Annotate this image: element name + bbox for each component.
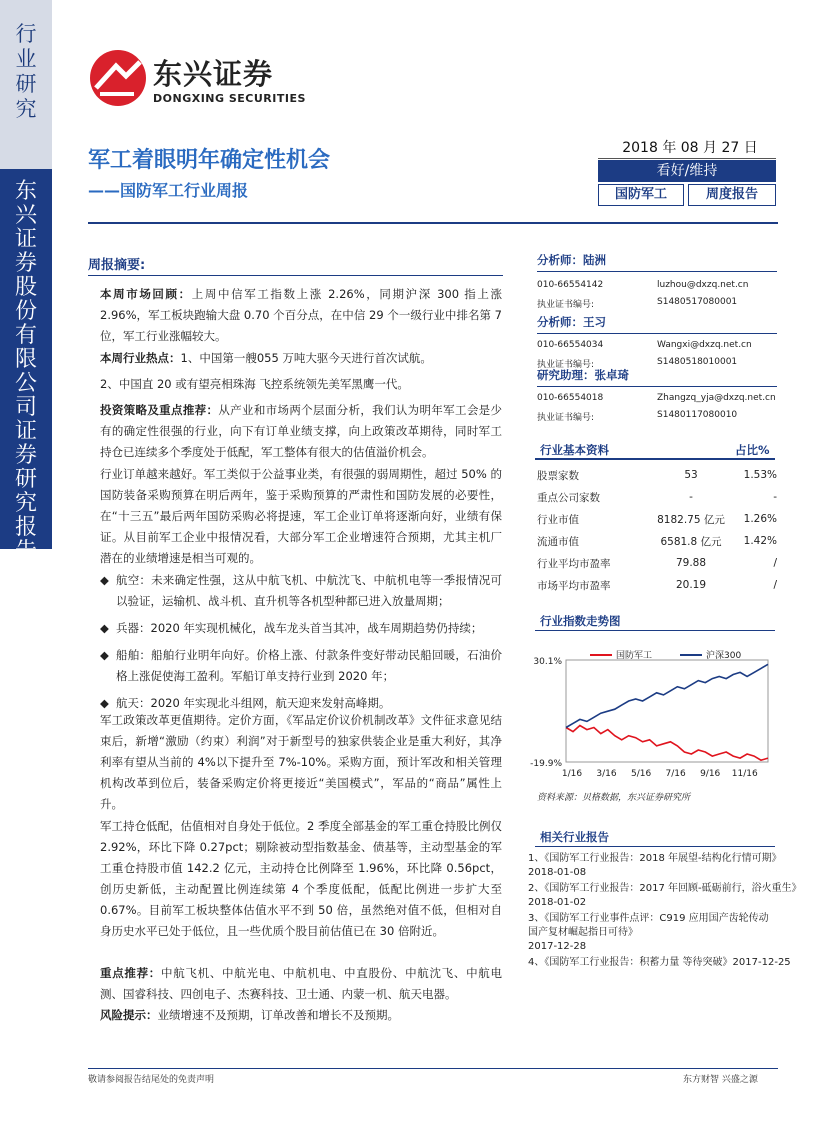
report-date: 2018 年 08 月 27 日 <box>622 140 758 156</box>
bullet-item: ◆ 航空：未来确定性强，这从中航飞机、中航沈飞、中航机电等一季报情况可以验证，运输机、战斗机、直升机等各机型种都已进入放量周期； <box>100 570 502 612</box>
related-report-date: 2017-12-28 <box>528 941 587 952</box>
table-row: 重点公司家数 - - <box>537 491 777 504</box>
related-reports-rule <box>535 846 775 847</box>
related-report-title[interactable]: 1、《国防军工行业报告：2018 年展望-结构化行情可期》 <box>528 853 782 864</box>
analyst-role: 分析师： <box>537 253 583 267</box>
chart-heading: 行业指数走势图 <box>540 614 621 628</box>
report-type-tag: 周度报告 <box>688 184 776 206</box>
rating-badge: 看好/维持 <box>598 160 776 182</box>
risk-text: 业绩增速不及预期，订单改善和增长不及预期。 <box>157 1008 399 1022</box>
x-tick-label: 5/16 <box>630 769 652 779</box>
related-report-title[interactable]: 4、《国防军工行业报告：积蓄力量 等待突破》 <box>528 957 733 968</box>
series-line-1 <box>566 664 768 727</box>
market-review-label: 本周市场回顾： <box>100 287 192 301</box>
table-row: 行业市值 8182.75 亿元 1.26% <box>537 513 777 526</box>
recommend-label: 重点推荐： <box>100 966 162 980</box>
hotspot-label: 本周行业热点： <box>100 351 181 365</box>
recommend-paragraph <box>100 963 502 1005</box>
logo-english: DONGXING SECURITIES <box>153 92 306 105</box>
legend-label: 沪深300 <box>706 651 742 661</box>
analyst-name: 张卓琦 <box>594 368 629 382</box>
recommend-text: 中航飞机、中航光电、中航机电、中直股份、中航沈飞、中航电测、国睿科技、四创电子、杰赛科技、卫士通、内蒙一机、航天电器。 <box>100 966 502 1001</box>
orders-paragraph: 行业订单越来越好。军工类似于公益事业类，有很强的弱周期性，超过 50% 的国防装备采购预算在明后两年，鉴于采购预算的严肃性和国防发展的必要性，在“十三五”最后两年国防采购必将提速，军工企业订单将逐渐向好，业绩有保证。从目前军工企业中报情况看，大部分军工企业增速符合预期，尤其主机厂潜在的业绩增速是相当可观的。 <box>100 467 502 565</box>
analyst-card <box>537 314 777 370</box>
bullet-item: ◆ 兵器：2020 年实现机械化，战车龙头首当其冲，战车周期趋势仍持续； <box>100 618 502 639</box>
related-report-title[interactable]: 3、《国防军工行业事件点评：C919 应用国产齿轮传动 国产复材崛起指日可待》 <box>528 913 769 938</box>
analyst-email: luzhou@dxzq.net.cn <box>657 280 749 290</box>
footer-slogan: 东方财智 兴盛之源 <box>683 1075 758 1085</box>
related-report-item[interactable] <box>528 912 776 954</box>
bullet-text: 航空：未来确定性强，这从中航飞机、中航沈飞、中航机电等一季报情况可以验证，运输机、战斗机、直升机等各机型种都已进入放量周期； <box>116 573 502 608</box>
related-reports-list <box>528 852 802 972</box>
analyst-cert: S1480517080001 <box>657 297 738 307</box>
strategy-text: 从产业和市场两个层面分析，我们认为明年军工会是少有的确定性很强的行业，向下有订单业绩支撑，向上政策改革期待，同时军工持仓已连续多个季度处于低配，军工整体有很大的估值溢价机会。 <box>100 403 503 459</box>
policy-paragraph: 军工政策改革更值期待。定价方面，《军品定价议价机制改革》文件征求意见结束后，新增“激励（约束）利润”对于新型号的独家供装企业是重大利好，其净利率有望从当前的 4%以下提升至 7%-10%。采购方面，预计军改和相关管理机构改革到位后，装备采购定价将更接近“美国模式”，军品的“商品”属性上升。 <box>100 713 502 811</box>
x-tick-label: 11/16 <box>731 769 758 779</box>
legend-label: 国防军工 <box>616 651 653 661</box>
related-reports-heading: 相关行业报告 <box>540 830 609 844</box>
related-report-item[interactable] <box>528 956 791 970</box>
industry-table-rule <box>535 458 775 460</box>
bullet-item: ◆ 航天：2020 年实现北斗组网，航天迎来发射高峰期。 <box>100 693 502 714</box>
table-row: 股票家数 53 1.53% <box>537 469 777 482</box>
bullet-text: 航天：2020 年实现北斗组网，航天迎来发射高峰期。 <box>116 696 391 710</box>
summary-heading: 周报摘要: <box>88 258 146 273</box>
analyst-phone: 010-66554142 <box>537 280 604 290</box>
industry-table-heading: 行业基本资料 <box>540 443 609 457</box>
risk-label: 风险提示： <box>100 1008 158 1022</box>
analyst-email: Zhangzq_yja@dxzq.net.cn <box>657 393 776 403</box>
analyst-cert-label: 执业证书编号: <box>537 300 595 310</box>
industry-table-ratio-heading: 占比% <box>735 443 770 457</box>
related-report-date: 2018-01-08 <box>528 867 587 878</box>
header-rule <box>88 222 778 224</box>
analyst-cert-label: 执业证书编号: <box>537 360 595 370</box>
index-trend-chart <box>530 645 775 785</box>
analyst-name: 陆洲 <box>583 253 606 267</box>
bullet-item: ◆ 船舶：船舶行业明年向好。价格上涨、付款条件变好带动民船回暖，石油价格上涨促使海工盈利。军船订单支持行业到 2020 年； <box>100 645 502 687</box>
strategy-paragraph <box>100 400 502 463</box>
chart-rule <box>535 630 775 631</box>
analyst-name: 王习 <box>583 315 606 329</box>
analyst-phone: 010-66554018 <box>537 393 604 403</box>
analyst-cert-label: 执业证书编号: <box>537 413 595 423</box>
analyst-role: 研究助理： <box>537 368 595 382</box>
chart-source: 资料来源：贝格数据，东兴证券研究所 <box>537 793 691 803</box>
report-title: 军工着眼明年确定性机会 <box>88 148 331 173</box>
industry-table <box>537 464 777 596</box>
related-report-item[interactable] <box>528 882 802 910</box>
footer-rule <box>88 1068 778 1069</box>
related-report-item[interactable] <box>528 852 782 880</box>
analyst-card <box>537 367 777 427</box>
plot-area-frame <box>566 660 768 762</box>
bullet-text: 船舶：船舶行业明年向好。价格上涨、付款条件变好带动民船回暖，石油价格上涨促使海工盈利。军船订单支持行业到 2020 年； <box>116 648 502 683</box>
hotspot-text: 1、中国第一艘055 万吨大驱今天进行首次试航。 <box>180 351 432 365</box>
analyst-phone: 010-66554034 <box>537 340 604 350</box>
related-report-date: 2018-01-02 <box>528 897 587 908</box>
x-tick-label: 1/16 <box>561 769 583 779</box>
risk-paragraph <box>100 1005 502 1026</box>
related-report-date: 2017-12-25 <box>732 957 791 968</box>
hotspot-paragraph-2: 2、中国直 20 或有望亮相珠海 飞控系统领先美军黑鹰一代。 <box>100 377 409 391</box>
company-logo-icon <box>86 48 150 108</box>
report-subtitle: ——国防军工行业周报 <box>88 181 249 200</box>
table-row: 行业平均市盈率 79.88 / <box>537 557 777 570</box>
y-tick-label: -19.9% <box>530 759 562 769</box>
holdings-paragraph: 军工持仓低配，估值相对自身处于低位。2 季度全部基金的军工重仓持股比例仅 2.92%，环比下降 0.27pct；剔除被动型指数基金、债基等，主动型基金的军工重仓持股市值 142.2 亿元，主动持仓比例降至 1.96%，环比降 0.56pct，创历史新低，主动配置比例连续第 4 个季度低配，低配比例进一步扩大至 0.67%。目前军工板块整体估值水平不到 50 倍，虽然绝对值不低，但相对自身历史水平已处于低位，且一些优质个股目前估值已在 30 倍附近。 <box>100 819 502 938</box>
analyst-role: 分析师： <box>537 315 583 329</box>
analyst-cert: S1480117080010 <box>657 410 738 420</box>
logo-name: 东兴证券 <box>153 57 274 91</box>
analyst-block <box>537 252 777 427</box>
industry-tag: 国防军工 <box>598 184 684 206</box>
bullet-text: 兵器：2020 年实现机械化，战车龙头首当其冲，战车周期趋势仍持续； <box>116 621 483 635</box>
table-row: 流通市值 6581.8 亿元 1.42% <box>537 535 777 548</box>
y-tick-label: 30.1% <box>533 657 562 667</box>
summary-rule <box>88 275 503 276</box>
market-review-paragraph <box>100 284 502 347</box>
analyst-card <box>537 252 777 314</box>
sector-bullet-list <box>100 570 502 714</box>
hotspot-paragraph <box>100 348 502 369</box>
x-tick-label: 9/16 <box>700 769 721 779</box>
strategy-label: 投资策略及重点推荐： <box>100 403 219 417</box>
footer-disclaimer: 敬请参阅报告结尾处的免责声明 <box>88 1075 215 1085</box>
x-tick-label: 3/16 <box>596 769 617 779</box>
series-line-0 <box>566 726 768 761</box>
related-report-title[interactable]: 2、《国防军工行业报告：2017 年回顾-砥砺前行，浴火重生》 <box>528 883 802 894</box>
analyst-email: Wangxi@dxzq.net.cn <box>657 340 752 350</box>
analyst-cert: S1480518010001 <box>657 357 738 367</box>
market-review-text: 上周中信军工指数上涨 2.26%，同期沪深 300 指上涨 2.96%，军工板块跑输大盘 0.70 个百分点，在中信 29 个一级行业中排名第 7 位，军工行业涨幅较大。 <box>100 287 502 343</box>
x-tick-label: 7/16 <box>665 769 686 779</box>
side-main-label: 东兴证券股份有限公司证券研究报告 <box>14 179 37 564</box>
header-divider <box>598 158 776 159</box>
table-row: 市场平均市盈率 20.19 / <box>537 579 777 592</box>
side-top-label: 行业研究 <box>15 22 37 121</box>
